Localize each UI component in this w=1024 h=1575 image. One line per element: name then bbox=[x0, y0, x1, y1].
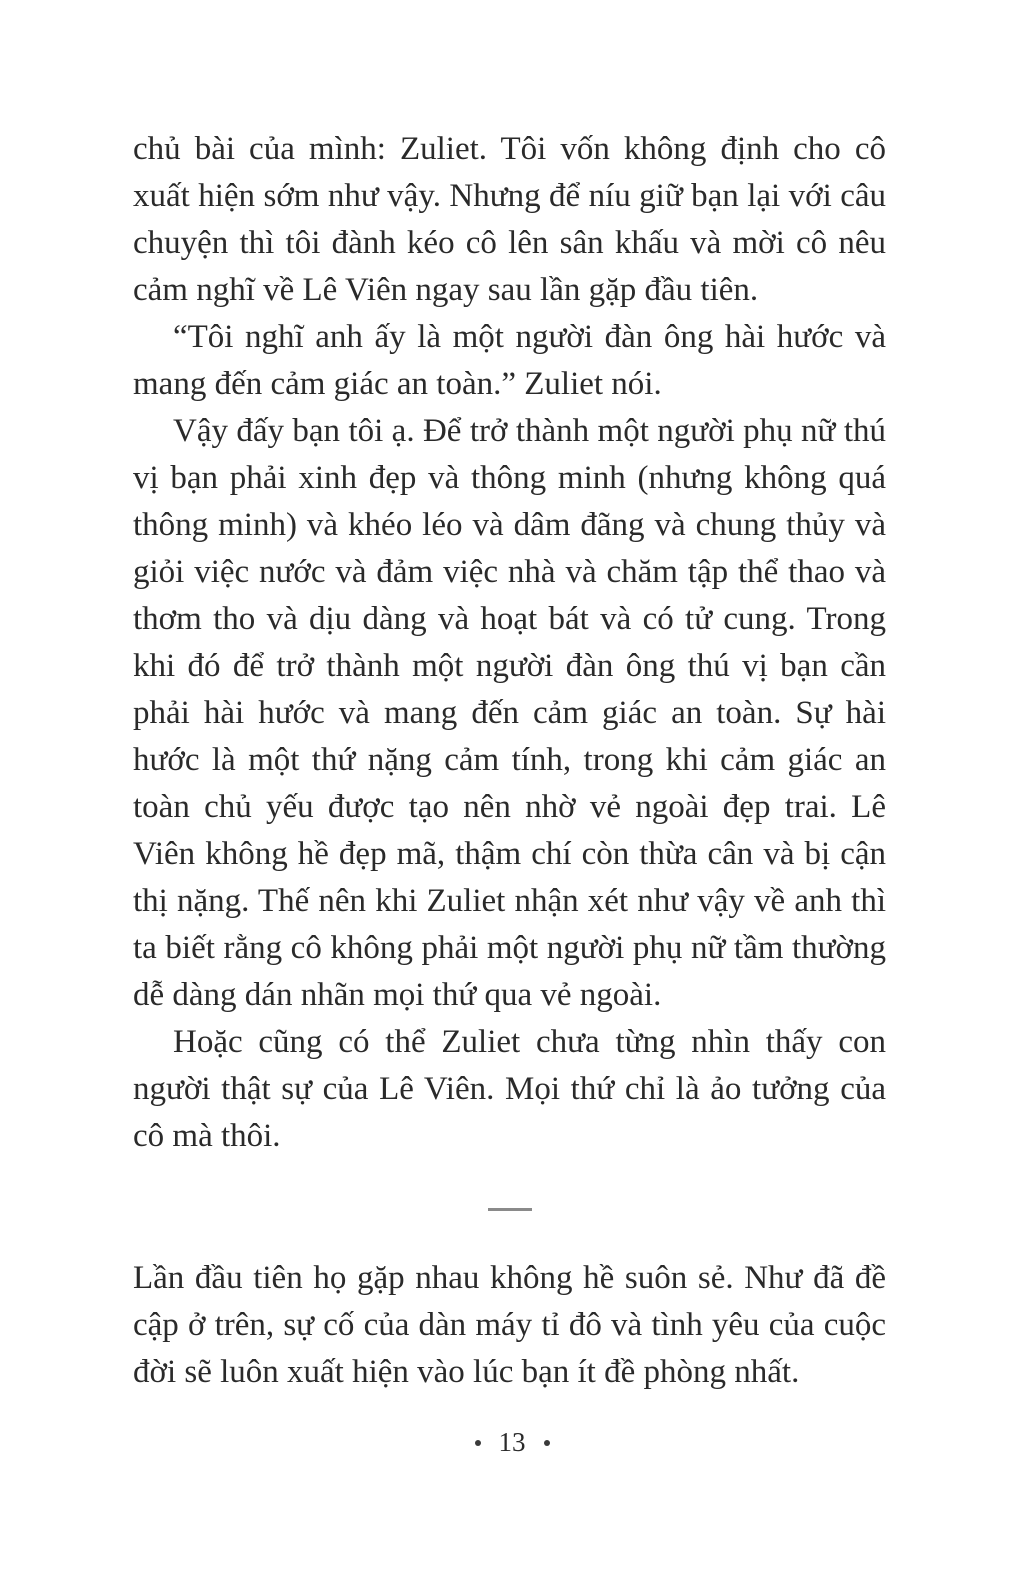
paragraph: Vậy đấy bạn tôi ạ. Để trở thành một người phụ nữ thú vị bạn phải xinh đẹp và thông minh (nhưng không quá thông minh) và khéo léo và dâm đãng và chung thủy và giỏi việc nước và đảm việc nhà và chăm tập thể thao và thơm tho và dịu dàng và hoạt bát và có tử cung. Trong khi đó để trở thành một người đàn ông thú vị bạn cần phải hài hước và mang đến cảm giác an toàn. Sự hài hước là một thứ nặng cảm tính, trong khi cảm giác an toàn chủ yếu được tạo nên nhờ vẻ ngoài đẹp trai. Lê Viên không hề đẹp mã, thậm chí còn thừa cân và bị cận thị nặng. Thế nên khi Zuliet nhận xét như vậy về anh thì ta biết rằng cô không phải một người phụ nữ tầm thường dễ dàng dán nhãn mọi thứ qua vẻ ngoài. bbox=[133, 413, 886, 1013]
paragraph: chủ bài của mình: Zuliet. Tôi vốn không định cho cô xuất hiện sớm như vậy. Nhưng để níu giữ bạn lại với câu chuyện thì tôi đành kéo cô lên sân khấu và mời cô nêu cảm nghĩ về Lê Viên ngay sau lần gặp đầu tiên. bbox=[133, 131, 886, 308]
text-section-top bbox=[133, 126, 886, 1160]
paragraph: Hoặc cũng có thể Zuliet chưa từng nhìn thấy con người thật sự của Lê Viên. Mọi thứ chỉ là ảo tưởng của cô mà thôi. bbox=[133, 1024, 886, 1154]
page-footer bbox=[0, 1426, 1024, 1458]
footer-dot-right bbox=[544, 1440, 550, 1446]
page-number: 13 bbox=[498, 1427, 526, 1457]
footer-dot-left bbox=[475, 1440, 481, 1446]
text-section-bottom bbox=[133, 1255, 886, 1396]
paragraph: Lần đầu tiên họ gặp nhau không hề suôn sẻ. Như đã đề cập ở trên, sự cố của dàn máy tỉ đô và tình yêu của cuộc đời sẽ luôn xuất hiện vào lúc bạn ít đề phòng nhất. bbox=[133, 1260, 886, 1390]
paragraph: “Tôi nghĩ anh ấy là một người đàn ông hài hước và mang đến cảm giác an toàn.” Zuliet nói. bbox=[133, 319, 886, 402]
section-separator bbox=[488, 1208, 532, 1211]
